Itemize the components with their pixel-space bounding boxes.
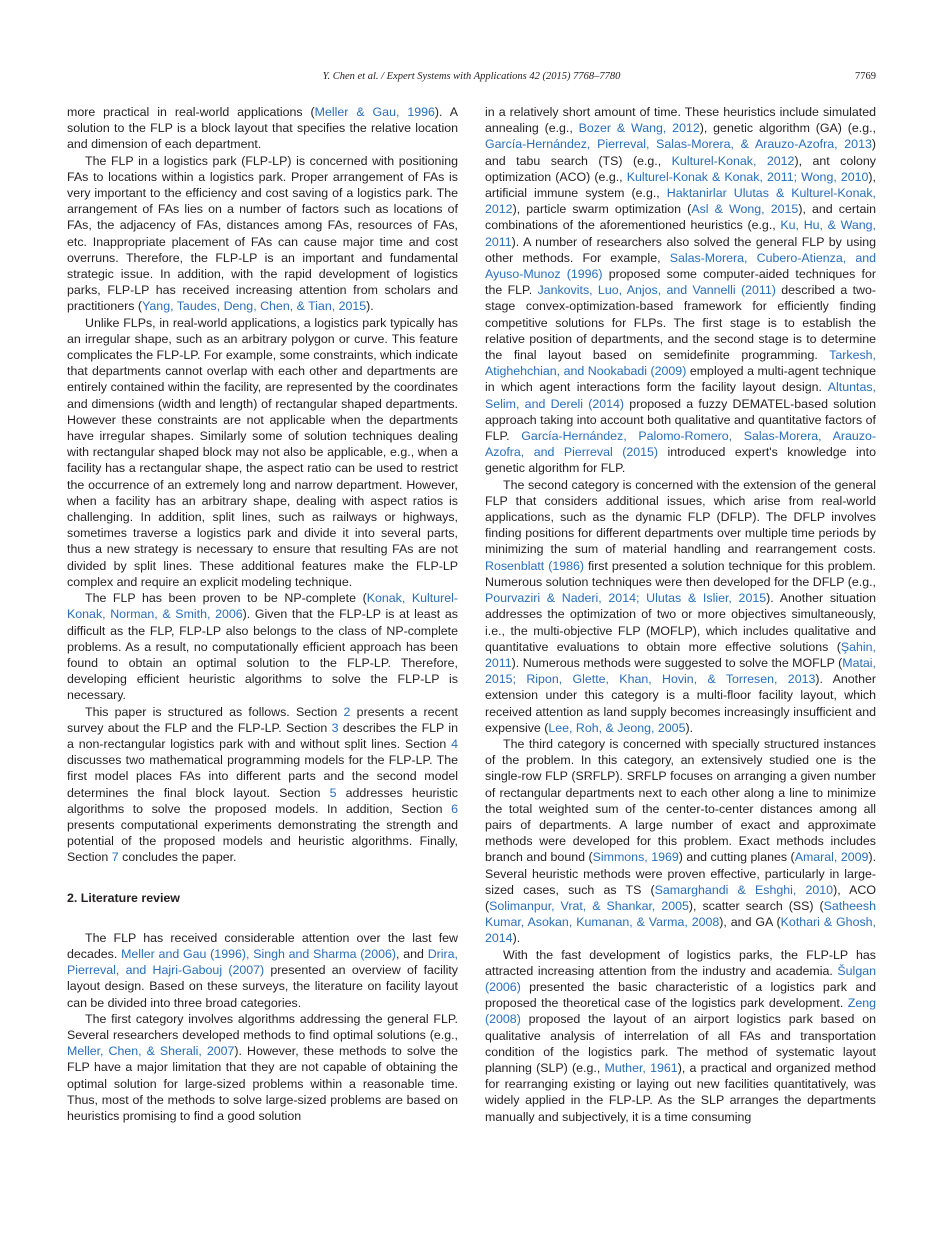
left-column bbox=[67, 104, 458, 1124]
text-run: ), and GA ( bbox=[719, 915, 781, 930]
citation-link[interactable]: Asl & Wong, 2015 bbox=[691, 202, 799, 217]
paragraph bbox=[485, 736, 876, 947]
text-run: presented an overview of facility layout design. Based on these surveys, the literature on facility layout can be divided into three broad categories. bbox=[67, 963, 458, 1010]
citation-link[interactable]: Meller and Gau (1996), Singh and Sharma (2006) bbox=[121, 946, 397, 961]
citation-link[interactable]: Satheesh Kumar, Asokan, Kumanan, & Varma, 2008 bbox=[485, 898, 876, 930]
paragraph bbox=[67, 104, 458, 153]
right-column bbox=[485, 104, 876, 1125]
text-run: employed a multi-agent technique in which agent interactions form the facility layout design. bbox=[485, 364, 877, 395]
running-header bbox=[67, 71, 876, 87]
text-run: presents computational experiments demonstrating the strength and potential of the proposed models and heuristic algorithms. Finally, Section bbox=[67, 817, 458, 865]
text-run: ). bbox=[685, 720, 694, 735]
citation-link[interactable]: 6 bbox=[451, 801, 458, 816]
citation-link[interactable]: Rosenblatt (1986) bbox=[485, 558, 585, 573]
paragraph bbox=[485, 477, 876, 736]
paragraph bbox=[67, 930, 458, 1011]
text-run: ), and certain combinations of the aforementioned heuristics (e.g., bbox=[485, 202, 876, 233]
citation-link[interactable]: Jankovits, Luo, Anjos, and Vannelli (2011) bbox=[537, 283, 776, 298]
text-run: ). bbox=[366, 299, 374, 314]
text-run: presented the basic characteristic of a logistics park and proposed the theoretical case of the logistics park development. bbox=[485, 979, 876, 1011]
text-run: addresses heuristic algorithms to solve the proposed models. In addition, Section bbox=[67, 785, 458, 816]
citation-link[interactable]: García-Hernández, Pierreval, Salas-Morera, & Arauzo-Azofra, 2013 bbox=[485, 137, 872, 152]
citation-link[interactable]: Muther, 1961 bbox=[604, 1060, 678, 1075]
page-number: 7769 bbox=[855, 71, 876, 82]
text-run: proposed the layout of an airport logistics park based on qualitative analysis of interrelation of all FAs and transportation condition of the logistics park. The method of systematic layout planning (SLP) (e.g., bbox=[485, 1012, 876, 1075]
citation-link[interactable]: 5 bbox=[329, 785, 337, 800]
running-title: Y. Chen et al. / Expert Systems with Applications 42 (2015) 7768–7780 bbox=[322, 71, 621, 82]
citation-link[interactable]: Konak, Kulturel-Konak, Norman, & Smith, 2006 bbox=[67, 591, 459, 622]
text-run: ). Given that the FLP-LP is at least as difficult as the FLP, FLP-LP also belongs to the class of NP-complete problems. As a result, no computationally efficient approach has been found to obtain an optimal solution to the FLP-LP. Therefore, developing efficient heuristic algorithms to solve the FLP-LP is necessary. bbox=[67, 607, 458, 703]
text-run: ), genetic algorithm (GA) (e.g., bbox=[699, 121, 876, 136]
section-heading: 2. Literature review bbox=[67, 890, 180, 905]
paragraph bbox=[67, 315, 458, 590]
text-run: ) and tabu search (TS) (e.g., bbox=[485, 137, 876, 168]
citation-link[interactable]: Solimanpur, Vrat, & Shankar, 2005 bbox=[489, 898, 689, 913]
text-run: proposed a fuzzy DEMATEL-based solution approach taking into account both qualitative and quantitative factors of FLP. bbox=[485, 396, 876, 444]
citation-link[interactable]: Kothari & Ghosh, 2014 bbox=[485, 915, 876, 946]
citation-link[interactable]: 2 bbox=[343, 704, 351, 719]
text-run: ). A number of researchers also solved the general FLP by using other methods. For example, bbox=[485, 234, 876, 265]
text-run: Unlike FLPs, in real-world applications, a logistics park typically has an irregular shape, such as an arbitrary polygon or curve. This feature complicates the FLP-LP. For example, some constraints, which indicate that departments cannot overlap with each other and departments are entirely contained within the facility, are represented by the coordinates and dimensions (width and length) of rectangular shaped departments. However these constraints are not applicable when the departments have irregular shapes. Similarly some of solution techniques dealing with rectangular shaped block may not also be applicable, e.g., when a facility has a rectangular shape, the aspect ratio can be used to restrict the occurrence of an extremely long and narrow department. However, when a facility has an arbitrary shape, dealing with aspect ratios is challenging. In addition, split lines, such as railways or highways, sometimes traverse a logistics park and divide it into several parts, thus a new strategy is necessary to ensure that resulting FAs are not divided by split lines. These additional features make the FLP-LP complex and require an explicit modeling technique. bbox=[67, 315, 458, 589]
paragraph bbox=[485, 947, 876, 1125]
citation-link[interactable]: Bozer & Wang, 2012 bbox=[578, 121, 700, 136]
text-run: The FLP has been proven to be NP-complete ( bbox=[85, 591, 367, 606]
text-run: described a two-stage convex-optimization-based framework for efficiently finding competitive solutions for FLPs. The first stage is to establish the relative position of departments, and the second stage is to determine the final layout based on semidefinite programming. bbox=[485, 283, 876, 363]
text-run: first presented a solution technique for this problem. Numerous solution techniques were then developed for the DFLP (e.g., bbox=[485, 558, 876, 589]
citation-link[interactable]: Pourvaziri & Naderi, 2014; Ulutas & Islier, 2015 bbox=[485, 591, 767, 606]
text-run: discusses two mathematical programming models for the FLP-LP. The first model places FAs into different parts and the second model determines the final block layout. Section bbox=[67, 753, 458, 800]
text-run: ), particle swarm optimization ( bbox=[512, 202, 692, 217]
citation-link[interactable]: Kulturel-Konak, 2012 bbox=[671, 153, 795, 168]
text-run: The third category is concerned with specially structured instances of the problem. In this category, an extensively studied one is the single-row FLP (SRFLP). SRFLP focuses on arranging a given number of rectangular departments next to each other along a line to minimize the total weighted sum of the center-to-center distances among all pairs of departments. A large number of exact and approximate methods were developed for this problem. Exact methods includes branch and bound ( bbox=[485, 736, 876, 865]
text-run: The second category is concerned with the extension of the general FLP that considers additional issues, which arise from real-world applications, such as the dynamic FLP (DFLP). The DFLP involves finding positions for different departments over multiple time periods by minimizing the sum of material handling and rearrangement costs. bbox=[485, 477, 876, 557]
text-run: ) and cutting planes ( bbox=[678, 850, 795, 865]
citation-link[interactable]: Matai, 2015; Ripon, Glette, Khan, Hovin, & Torresen, 2013 bbox=[485, 655, 876, 687]
text-run: concludes the paper. bbox=[118, 850, 237, 865]
citation-link[interactable]: Meller & Gau, 1996 bbox=[314, 105, 435, 119]
text-run: proposed some computer-aided techniques for the FLP. bbox=[485, 267, 876, 298]
citation-link[interactable]: Samarghandi & Eshghi, 2010 bbox=[654, 882, 834, 897]
text-run: ). Numerous methods were suggested to solve the MOFLP ( bbox=[511, 655, 843, 670]
paragraph bbox=[485, 104, 876, 477]
text-run: ), scatter search (SS) ( bbox=[688, 898, 824, 913]
text-run: in a relatively short amount of time. These heuristics include simulated annealing (e.g., bbox=[485, 105, 876, 136]
text-run: The FLP has received considerable attention over the last few decades. bbox=[67, 930, 458, 961]
text-run: ). A solution to the FLP is a block layout that specifies the relative location and dimension of each department. bbox=[67, 105, 459, 152]
text-run: ). Another extension under this category is a multi-floor facility layout, which received attention as land supply becomes increasingly insufficient and expensive ( bbox=[485, 672, 876, 735]
text-run: more practical in real-world applications ( bbox=[67, 105, 315, 119]
citation-link[interactable]: Haktanirlar Ulutas & Kulturel-Konak, 2012 bbox=[485, 186, 876, 217]
text-run: This paper is structured as follows. Section bbox=[85, 704, 344, 719]
citation-link[interactable]: Salas-Morera, Cubero-Atienza, and Ayuso-Munoz (1996) bbox=[485, 250, 877, 282]
citation-link[interactable]: 4 bbox=[451, 736, 458, 751]
text-run: With the fast development of logistics parks, the FLP-LP has attracted increasing attention from the industry and academia. bbox=[485, 947, 876, 978]
citation-link[interactable]: Şahin, 2011 bbox=[485, 639, 876, 670]
citation-link[interactable]: Amaral, 2009 bbox=[794, 850, 869, 865]
text-run: describes the FLP in a non-rectangular logistics park with and without split lines. Section bbox=[67, 720, 458, 751]
text-run: ). Another situation addresses the optimization of two or more objectives simultaneously, i.e., the multi-objective FLP (MOFLP), which includes qualitative and quantitative evaluations to obtain more effective solutions ( bbox=[485, 591, 876, 654]
citation-link[interactable]: Meller, Chen, & Sherali, 2007 bbox=[67, 1044, 235, 1059]
text-run: presents a recent survey about the FLP and the FLP-LP. Section bbox=[67, 704, 458, 735]
citation-link[interactable]: Simmons, 1969 bbox=[592, 850, 679, 865]
text-run: ), artificial immune system (e.g., bbox=[485, 169, 876, 201]
citation-link[interactable]: 3 bbox=[331, 720, 339, 735]
citation-link[interactable]: Drira, Pierreval, and Hajri-Gabouj (2007) bbox=[67, 946, 458, 978]
paragraph bbox=[67, 590, 458, 703]
text-run: ). However, these methods to solve the FLP have a major limitation that they are not capable of obtaining the optimal solution for large-sized problems within a reasonable time. Thus, most of the methods to solve large-sized problems are based on heuristics promising to find a good solution bbox=[67, 1044, 458, 1123]
text-run: ), ant colony optimization (ACO) (e.g., bbox=[485, 153, 876, 184]
paragraph bbox=[67, 153, 458, 315]
citation-link[interactable]: Tarkesh, Atighehchian, and Nookabadi (2009) bbox=[485, 348, 876, 379]
paragraph bbox=[67, 704, 458, 866]
citation-link[interactable]: Ku, Hu, & Wang, 2011 bbox=[485, 218, 876, 249]
text-run: The first category involves algorithms addressing the general FLP. Several researchers developed methods to find optimal solutions (e.g., bbox=[67, 1011, 458, 1042]
citation-link[interactable]: Zeng (2008) bbox=[485, 996, 876, 1027]
paragraph bbox=[67, 1011, 458, 1124]
text-run: The FLP in a logistics park (FLP-LP) is concerned with positioning FAs to locations within a logistics park. Proper arrangement of FAs is very important to the efficiency and cost saving of a logistics park. The arrangement of FAs lies on a number of factors such as locations of FAs, the adjacency of FAs, distances among FAs, resources of FAs, etc. Inappropriate placement of FAs can cause major time and cost overruns. Therefore, the FLP-LP is an important and fundamental strategic issue. In addition, with the rapid development of logistics parks, FLP-LP has received increasing attention from scholars and practitioners ( bbox=[67, 153, 458, 314]
citation-link[interactable]: Kulturel-Konak & Konak, 2011; Wong, 2010 bbox=[626, 169, 869, 184]
citation-link[interactable]: Lee, Roh, & Jeong, 2005 bbox=[548, 720, 686, 735]
text-run: introduced expert's knowledge into genetic algorithm for FLP. bbox=[485, 445, 876, 476]
citation-link[interactable]: Yang, Taudes, Deng, Chen, & Tian, 2015 bbox=[142, 299, 367, 314]
citation-link[interactable]: 7 bbox=[111, 850, 119, 865]
citation-link[interactable]: García-Hernández, Palomo-Romero, Salas-Morera, Arauzo-Azofra, and Pierreval (2015) bbox=[485, 429, 876, 460]
text-run: ). Several heuristic methods were proven effective, particularly in large-sized cases, such as TS ( bbox=[485, 850, 877, 897]
text-run: ). bbox=[512, 931, 521, 946]
text-run: ), a practical and organized method for rearranging existing or laying out new facilities quantitatively, was widely applied in the FLP-LP. As the SLP arranges the departments manually and subjectively, it is a time consuming bbox=[485, 1060, 876, 1124]
text-run: , and bbox=[396, 946, 428, 961]
citation-link[interactable]: Šulgan (2006) bbox=[485, 963, 876, 994]
text-run: ), ACO ( bbox=[485, 882, 876, 913]
citation-link[interactable]: Altuntas, Selim, and Dereli (2014) bbox=[485, 380, 876, 411]
